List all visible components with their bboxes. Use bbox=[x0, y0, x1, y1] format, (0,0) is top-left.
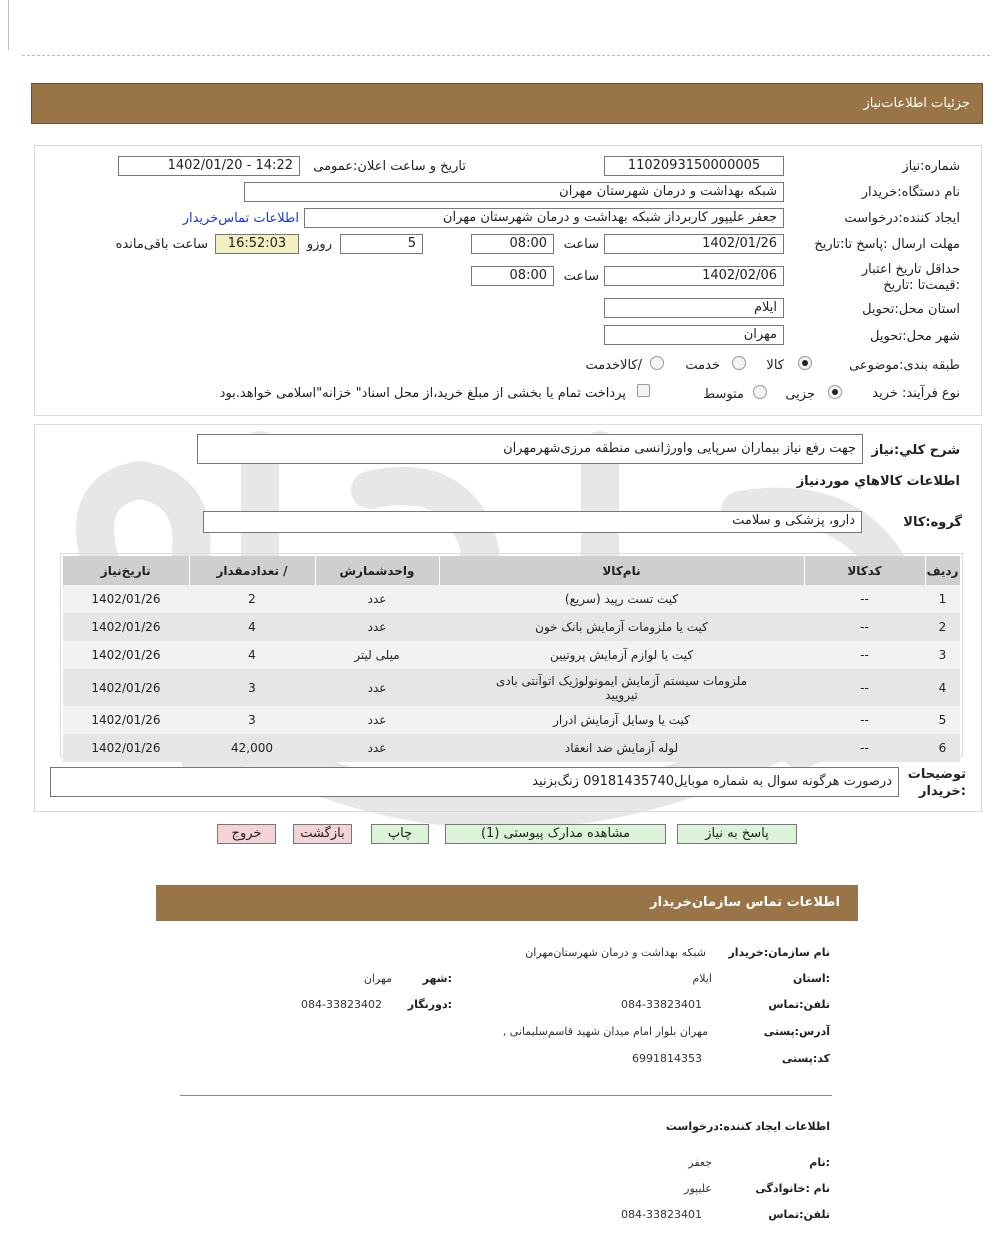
validity-date-field: 1402/02/06 bbox=[604, 266, 784, 286]
address-value: مهران بلوار امام میدان شهید قاسم‌سلیمانی , bbox=[502, 1025, 708, 1038]
validity-label: حداقل تاریخ اعتبار :قیمت‌تا :تاریخ bbox=[861, 262, 960, 293]
address-label: آدرس:پستی bbox=[763, 1025, 830, 1038]
table-row bbox=[63, 641, 960, 669]
org-label: نام سازمان:خریدار bbox=[728, 946, 830, 959]
respond-button[interactable]: پاسخ به نیاز bbox=[677, 824, 797, 844]
col-header-qty: / تعدادمقدار bbox=[189, 556, 315, 585]
buyer-org-field: شبکه بهداشت و درمان شهرستان مهران bbox=[244, 182, 784, 202]
cell-row: 6 bbox=[925, 734, 960, 762]
postal-value: 6991814353 bbox=[632, 1052, 702, 1065]
deadline-date-field: 1402/01/26 bbox=[604, 234, 784, 254]
buyer-notes-field: درصورت هرگونه سوال به شماره موبایل09181435740 زنگ‌بزنید bbox=[50, 767, 899, 797]
cell-qty: 2 bbox=[189, 585, 315, 613]
cell-code: -- bbox=[804, 734, 925, 762]
requester-label: ایجاد کننده:درخواست bbox=[844, 211, 960, 226]
city-label: شهر محل:تحویل bbox=[870, 329, 960, 344]
table-row bbox=[63, 669, 960, 706]
fax-value: 084-33823402 bbox=[301, 998, 382, 1011]
buyer-org-label: نام دستگاه:خریدار bbox=[861, 185, 960, 200]
buyer-notes-label: توضیحات :خریدار bbox=[907, 767, 966, 799]
cell-name: کیت یا لوازم آزمایش پروتیین bbox=[439, 641, 804, 669]
back-button[interactable]: بازگشت bbox=[293, 824, 352, 844]
cell-name: کیت یا ملزومات آزمایش بانک خون bbox=[439, 613, 804, 641]
province-label: استان محل:تحویل bbox=[862, 302, 960, 317]
attachments-button[interactable]: مشاهده مدارک پیوستی (1) bbox=[445, 824, 666, 844]
validity-time-label: ساعت bbox=[563, 269, 599, 284]
cell-code: -- bbox=[804, 706, 925, 734]
org-value: شبکه بهداشت و درمان شهرستان‌مهران bbox=[525, 946, 706, 959]
name-label: :نام bbox=[809, 1156, 830, 1169]
table-row bbox=[63, 585, 960, 613]
category-option-both: /کالاخدمت bbox=[585, 358, 642, 373]
process-option-medium: متوسط bbox=[703, 387, 744, 402]
table-row bbox=[63, 734, 960, 762]
description-field: جهت رفع نیاز بیماران سرپایی واورژانسی منطقه مرزی‌شهرمهران bbox=[197, 434, 863, 464]
cell-qty: 4 bbox=[189, 641, 315, 669]
cell-date: 1402/01/26 bbox=[63, 585, 189, 613]
cell-code: -- bbox=[804, 585, 925, 613]
items-table-header bbox=[63, 556, 960, 585]
cell-name: لوله آزمایش ضد انعقاد bbox=[439, 734, 804, 762]
cell-date: 1402/01/26 bbox=[63, 641, 189, 669]
fax-label: :دورنگار bbox=[407, 998, 452, 1011]
category-radio-service[interactable] bbox=[732, 356, 746, 370]
col-header-unit: واحدشمارش bbox=[315, 556, 439, 585]
cell-row: 4 bbox=[925, 669, 960, 706]
province-label-contact: :استان bbox=[793, 972, 830, 985]
goods-section-title: اطلاعات کالاهاي موردنياز bbox=[796, 474, 960, 489]
cell-date: 1402/01/26 bbox=[63, 734, 189, 762]
announce-field: 1402/01/20 - 14:22 bbox=[118, 156, 300, 176]
cell-code: -- bbox=[804, 669, 925, 706]
page-header bbox=[31, 83, 983, 124]
cell-date: 1402/01/26 bbox=[63, 613, 189, 641]
phone-label: تلفن:تماس bbox=[768, 998, 830, 1011]
cell-qty: 4 bbox=[189, 613, 315, 641]
cell-unit: عدد bbox=[315, 669, 439, 706]
days-label: روزو bbox=[306, 237, 332, 252]
category-option-service: خدمت bbox=[685, 358, 720, 373]
col-header-code: کدکالا bbox=[804, 556, 925, 585]
print-button[interactable]: چاپ bbox=[371, 824, 429, 844]
col-header-row: ردیف bbox=[925, 556, 960, 585]
category-radio-goods[interactable] bbox=[798, 356, 812, 370]
need-number-label: شماره:نیاز bbox=[902, 159, 960, 174]
cell-unit: عدد bbox=[315, 585, 439, 613]
cell-row: 3 bbox=[925, 641, 960, 669]
cell-qty: 42,000 bbox=[189, 734, 315, 762]
contact-divider bbox=[180, 1095, 832, 1096]
province-value-contact: ایلام bbox=[692, 972, 712, 985]
phone-value: 084-33823401 bbox=[621, 998, 702, 1011]
cell-row: 1 bbox=[925, 585, 960, 613]
city-value-contact: مهران bbox=[363, 972, 392, 985]
family-value: علیپور bbox=[684, 1182, 712, 1195]
cell-name: کیت یا وسایل آزمایش ادرار bbox=[439, 706, 804, 734]
goods-group-field: دارو، پزشکی و سلامت bbox=[203, 511, 862, 533]
remaining-label: ساعت باقی‌مانده bbox=[115, 237, 208, 252]
process-radio-medium[interactable] bbox=[753, 385, 767, 399]
cell-qty: 3 bbox=[189, 706, 315, 734]
cell-name: کیت تست رپید (سریع) bbox=[439, 585, 804, 613]
description-label: شرح کلي:نياز bbox=[871, 443, 960, 458]
cell-unit: میلی لیتر bbox=[315, 641, 439, 669]
process-label: نوع فرآیند: خرید bbox=[872, 386, 960, 401]
process-radio-minor[interactable] bbox=[828, 385, 842, 399]
cell-unit: عدد bbox=[315, 613, 439, 641]
announce-label: تاریخ و ساعت اعلان:عمومی bbox=[313, 159, 466, 174]
postal-label: کد:پستی bbox=[781, 1052, 830, 1065]
province-field: ایلام bbox=[604, 298, 784, 318]
creator-section-title: اطلاعات ایجاد کننده:درخواست bbox=[665, 1120, 830, 1133]
cell-unit: عدد bbox=[315, 706, 439, 734]
cell-qty: 3 bbox=[189, 669, 315, 706]
contact-title: اطلاعات تماس سازمان‌خریدار bbox=[650, 895, 840, 910]
name-value: جعفر bbox=[688, 1156, 712, 1169]
page-title: جزئیات اطلاعات‌نیاز bbox=[863, 96, 970, 111]
cell-name: ملزومات سیستم آزمایش ایمونولوژیک اتوآنتی بادی تیرویید bbox=[439, 669, 804, 706]
city-field: مهران bbox=[604, 325, 784, 345]
treasury-payment-note: پرداخت تمام یا بخشی از مبلغ خرید،از محل اسناد" خزانه"اسلامی خواهد.بود bbox=[219, 386, 626, 401]
need-number-field: 1102093150000005 bbox=[604, 156, 784, 176]
items-table bbox=[63, 556, 961, 762]
deadline-label: مهلت ارسال :پاسخ تا:تاریخ bbox=[814, 237, 960, 252]
cell-date: 1402/01/26 bbox=[63, 669, 189, 706]
cell-code: -- bbox=[804, 641, 925, 669]
buyer-contact-link[interactable]: اطلاعات تماس‌خریدار bbox=[182, 211, 299, 226]
exit-button[interactable]: خروج bbox=[217, 824, 276, 844]
table-row bbox=[63, 706, 960, 734]
col-header-date: تاریخ‌نیاز bbox=[63, 556, 189, 585]
cell-date: 1402/01/26 bbox=[63, 706, 189, 734]
city-label-contact: :شهر bbox=[422, 972, 452, 985]
category-radio-both[interactable] bbox=[650, 356, 664, 370]
goods-group-label: گروه:کالا bbox=[903, 515, 962, 530]
remaining-time-field: 16:52:03 bbox=[215, 234, 299, 254]
cell-row: 5 bbox=[925, 706, 960, 734]
family-label: نام :خانوادگی bbox=[755, 1182, 830, 1195]
category-label: طبقه بندی:موضوعی bbox=[849, 358, 960, 373]
requester-field: جعفر علیپور کاربرداز شبکه بهداشت و درمان شهرستان مهران bbox=[304, 208, 784, 228]
days-field: 5 bbox=[340, 234, 423, 254]
cell-code: -- bbox=[804, 613, 925, 641]
deadline-time-label: ساعت bbox=[563, 237, 599, 252]
creator-phone-label: تلفن:تماس bbox=[768, 1208, 830, 1221]
deadline-time-field: 08:00 bbox=[471, 234, 554, 254]
creator-phone-value: 084-33823401 bbox=[621, 1208, 702, 1221]
cell-row: 2 bbox=[925, 613, 960, 641]
table-row bbox=[63, 613, 960, 641]
col-header-name: نام‌کالا bbox=[439, 556, 804, 585]
treasury-payment-checkbox[interactable] bbox=[637, 384, 650, 397]
process-option-minor: جزیی bbox=[785, 387, 815, 402]
category-option-goods: کالا bbox=[766, 358, 784, 373]
cell-unit: عدد bbox=[315, 734, 439, 762]
contact-header bbox=[156, 885, 858, 921]
validity-time-field: 08:00 bbox=[471, 266, 554, 286]
